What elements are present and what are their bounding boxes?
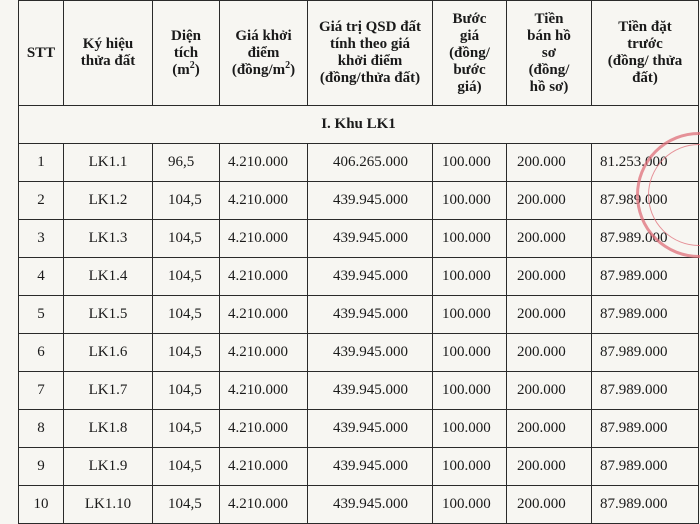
cell-tien-ho-so: 200.000 (507, 334, 592, 372)
cell-dien-tich: 104,5 (153, 334, 220, 372)
cell-dien-tich: 104,5 (153, 486, 220, 524)
cell-tien-dat-truoc: 87.989.000 (592, 448, 699, 486)
cell-gia-khoi-diem: 4.210.000 (220, 144, 308, 182)
cell-buoc-gia: 100.000 (433, 334, 507, 372)
cell-tien-ho-so: 200.000 (507, 258, 592, 296)
cell-ky-hieu: LK1.1 (64, 144, 153, 182)
header-tien-dat-truoc: Tiền đặt trước (đồng/ thửa đất) (592, 1, 699, 106)
cell-ky-hieu: LK1.6 (64, 334, 153, 372)
cell-gia-khoi-diem: 4.210.000 (220, 334, 308, 372)
cell-ky-hieu: LK1.3 (64, 220, 153, 258)
header-row (19, 1, 699, 106)
table-row (19, 182, 699, 220)
cell-gia-khoi-diem: 4.210.000 (220, 486, 308, 524)
cell-tien-ho-so: 200.000 (507, 182, 592, 220)
cell-dien-tich: 104,5 (153, 220, 220, 258)
cell-tien-dat-truoc: 87.989.000 (592, 486, 699, 524)
cell-ky-hieu: LK1.8 (64, 410, 153, 448)
cell-gia-khoi-diem: 4.210.000 (220, 220, 308, 258)
header-ky-hieu: Ký hiệu thửa đất (64, 1, 153, 106)
cell-gia-tri: 439.945.000 (308, 486, 433, 524)
table-row (19, 296, 699, 334)
cell-buoc-gia: 100.000 (433, 410, 507, 448)
cell-dien-tich: 104,5 (153, 182, 220, 220)
cell-dien-tich: 104,5 (153, 372, 220, 410)
cell-gia-tri: 439.945.000 (308, 448, 433, 486)
cell-tien-dat-truoc: 87.989.000 (592, 296, 699, 334)
cell-stt: 9 (19, 448, 64, 486)
cell-buoc-gia: 100.000 (433, 144, 507, 182)
cell-buoc-gia: 100.000 (433, 258, 507, 296)
table-row (19, 334, 699, 372)
cell-gia-tri: 439.945.000 (308, 182, 433, 220)
header-gia-tri: Giá trị QSD đất tính theo giá khởi điểm (đồng/thửa đất) (308, 1, 433, 106)
section-title: I. Khu LK1 (19, 106, 699, 144)
cell-stt: 1 (19, 144, 64, 182)
cell-buoc-gia: 100.000 (433, 486, 507, 524)
table-row (19, 258, 699, 296)
cell-gia-tri: 439.945.000 (308, 296, 433, 334)
cell-ky-hieu: LK1.9 (64, 448, 153, 486)
cell-gia-tri: 439.945.000 (308, 334, 433, 372)
table-body (19, 144, 699, 524)
cell-gia-khoi-diem: 4.210.000 (220, 448, 308, 486)
cell-dien-tich: 104,5 (153, 258, 220, 296)
cell-gia-khoi-diem: 4.210.000 (220, 372, 308, 410)
cell-tien-ho-so: 200.000 (507, 220, 592, 258)
cell-dien-tich: 104,5 (153, 296, 220, 334)
header-buoc-gia: Bước giá (đồng/ bước giá) (433, 1, 507, 106)
table-row (19, 448, 699, 486)
cell-gia-khoi-diem: 4.210.000 (220, 410, 308, 448)
cell-tien-ho-so: 200.000 (507, 448, 592, 486)
table-row (19, 372, 699, 410)
cell-stt: 2 (19, 182, 64, 220)
section-row (19, 106, 699, 144)
cell-ky-hieu: LK1.2 (64, 182, 153, 220)
cell-buoc-gia: 100.000 (433, 448, 507, 486)
cell-dien-tich: 96,5 (153, 144, 220, 182)
cell-buoc-gia: 100.000 (433, 372, 507, 410)
cell-gia-tri: 406.265.000 (308, 144, 433, 182)
cell-gia-khoi-diem: 4.210.000 (220, 182, 308, 220)
cell-ky-hieu: LK1.10 (64, 486, 153, 524)
table-row (19, 144, 699, 182)
cell-stt: 3 (19, 220, 64, 258)
cell-dien-tich: 104,5 (153, 448, 220, 486)
cell-tien-dat-truoc: 81.253.000 (592, 144, 699, 182)
cell-buoc-gia: 100.000 (433, 182, 507, 220)
cell-tien-ho-so: 200.000 (507, 296, 592, 334)
table-row (19, 220, 699, 258)
cell-dien-tich: 104,5 (153, 410, 220, 448)
table-row (19, 410, 699, 448)
cell-stt: 10 (19, 486, 64, 524)
header-gia-khoi-diem: Giá khởi điểm $(đồng/m^2)$ (220, 1, 308, 106)
cell-stt: 4 (19, 258, 64, 296)
cell-gia-tri: 439.945.000 (308, 372, 433, 410)
cell-tien-dat-truoc: 87.989.000 (592, 334, 699, 372)
cell-gia-khoi-diem: 4.210.000 (220, 258, 308, 296)
cell-ky-hieu: LK1.5 (64, 296, 153, 334)
cell-tien-ho-so: 200.000 (507, 372, 592, 410)
land-plot-table (18, 0, 699, 524)
cell-gia-tri: 439.945.000 (308, 410, 433, 448)
cell-stt: 8 (19, 410, 64, 448)
header-tien-ho-so: Tiền bán hồ sơ (đồng/ hồ sơ) (507, 1, 592, 106)
cell-ky-hieu: LK1.7 (64, 372, 153, 410)
cell-buoc-gia: 100.000 (433, 296, 507, 334)
cell-ky-hieu: LK1.4 (64, 258, 153, 296)
cell-stt: 5 (19, 296, 64, 334)
cell-gia-tri: 439.945.000 (308, 220, 433, 258)
cell-stt: 7 (19, 372, 64, 410)
cell-tien-dat-truoc: 87.989.000 (592, 372, 699, 410)
cell-tien-dat-truoc: 87.989.000 (592, 258, 699, 296)
cell-tien-dat-truoc: 87.989.000 (592, 182, 699, 220)
header-dien-tich: Diện tích $(m^2)$ (153, 1, 220, 106)
cell-tien-ho-so: 200.000 (507, 144, 592, 182)
cell-tien-dat-truoc: 87.989.000 (592, 410, 699, 448)
cell-tien-dat-truoc: 87.989.000 (592, 220, 699, 258)
cell-buoc-gia: 100.000 (433, 220, 507, 258)
cell-tien-ho-so: 200.000 (507, 486, 592, 524)
cell-gia-khoi-diem: 4.210.000 (220, 296, 308, 334)
cell-stt: 6 (19, 334, 64, 372)
cell-tien-ho-so: 200.000 (507, 410, 592, 448)
cell-gia-tri: 439.945.000 (308, 258, 433, 296)
header-stt: STT (19, 1, 64, 106)
